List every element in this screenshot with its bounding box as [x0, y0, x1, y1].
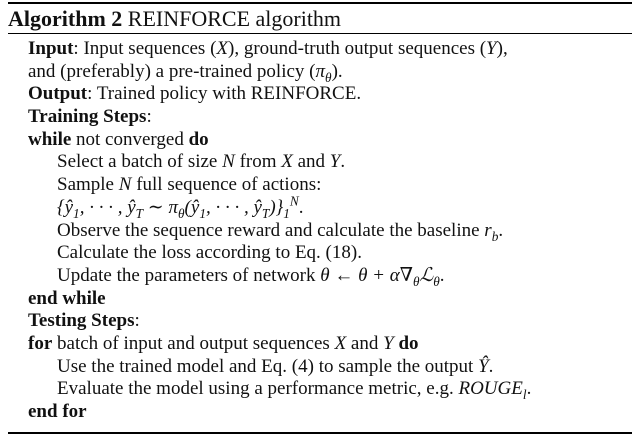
use-line: Use the trained model and Eq. (4) to sample the output Ŷ.: [57, 355, 494, 377]
input-keyword: Input: [28, 38, 74, 59]
for-line: for batch of input and output sequences X and Y do: [28, 332, 419, 354]
end-while-keyword: end while: [28, 287, 106, 309]
training-steps-keyword: Training Steps: [28, 106, 147, 128]
select-line: Select a batch of size N from X and Y.: [57, 151, 346, 173]
algorithm-body: [28, 38, 628, 424]
sample-line: Sample N full sequence of actions:: [57, 174, 322, 196]
output-keyword: Output: [28, 83, 88, 105]
algorithm-name: REINFORCE algorithm: [127, 6, 342, 31]
input-text: : Input sequences (X), ground-truth output sequences (Y),: [73, 38, 508, 59]
bottom-rule: [8, 432, 632, 434]
algorithm-label: Algorithm 2: [8, 6, 123, 31]
while-line: while not converged do: [28, 128, 209, 150]
input-line: [28, 38, 628, 61]
title-rule: [8, 33, 632, 34]
while-keyword: while: [28, 128, 72, 150]
output-line: [28, 83, 628, 106]
end-while-line: [28, 288, 628, 311]
update-line: Update the parameters of network θ ← $\theta + \alpha\nabla_\theta ℒ_\theta$.: [57, 264, 445, 289]
sequence-line: {$ŷ_1$, · · · , $ŷ_T$ ∼ $\pi_\theta(ŷ_1$, · · · , $ŷ_T)\}_1^N$.: [57, 193, 304, 221]
end-for-keyword: end for: [28, 401, 87, 422]
output-text: : Trained policy with REINFORCE.: [87, 83, 362, 105]
evaluate-line: Evaluate the model using a performance metric, e.g. $ROUGE_l$.: [57, 378, 532, 403]
algorithm-title: [8, 6, 341, 32]
do-keyword: do: [188, 128, 209, 150]
input-continuation: and (preferably) a pre-trained policy $(\pi_\theta)$.: [28, 60, 343, 85]
do-keyword-2: do: [398, 332, 419, 354]
training-steps-line: Training Steps:: [28, 106, 152, 128]
loss-line: Calculate the loss according to Eq. (18).: [57, 242, 362, 264]
end-for-line: [28, 401, 628, 424]
top-rule: [8, 2, 632, 4]
observe-line: Observe the sequence reward and calculate the baseline $r_b$.: [57, 219, 504, 244]
for-keyword: for: [28, 332, 53, 354]
testing-steps-keyword: Testing Steps: [28, 310, 135, 332]
testing-steps-line: Testing Steps:: [28, 310, 140, 332]
